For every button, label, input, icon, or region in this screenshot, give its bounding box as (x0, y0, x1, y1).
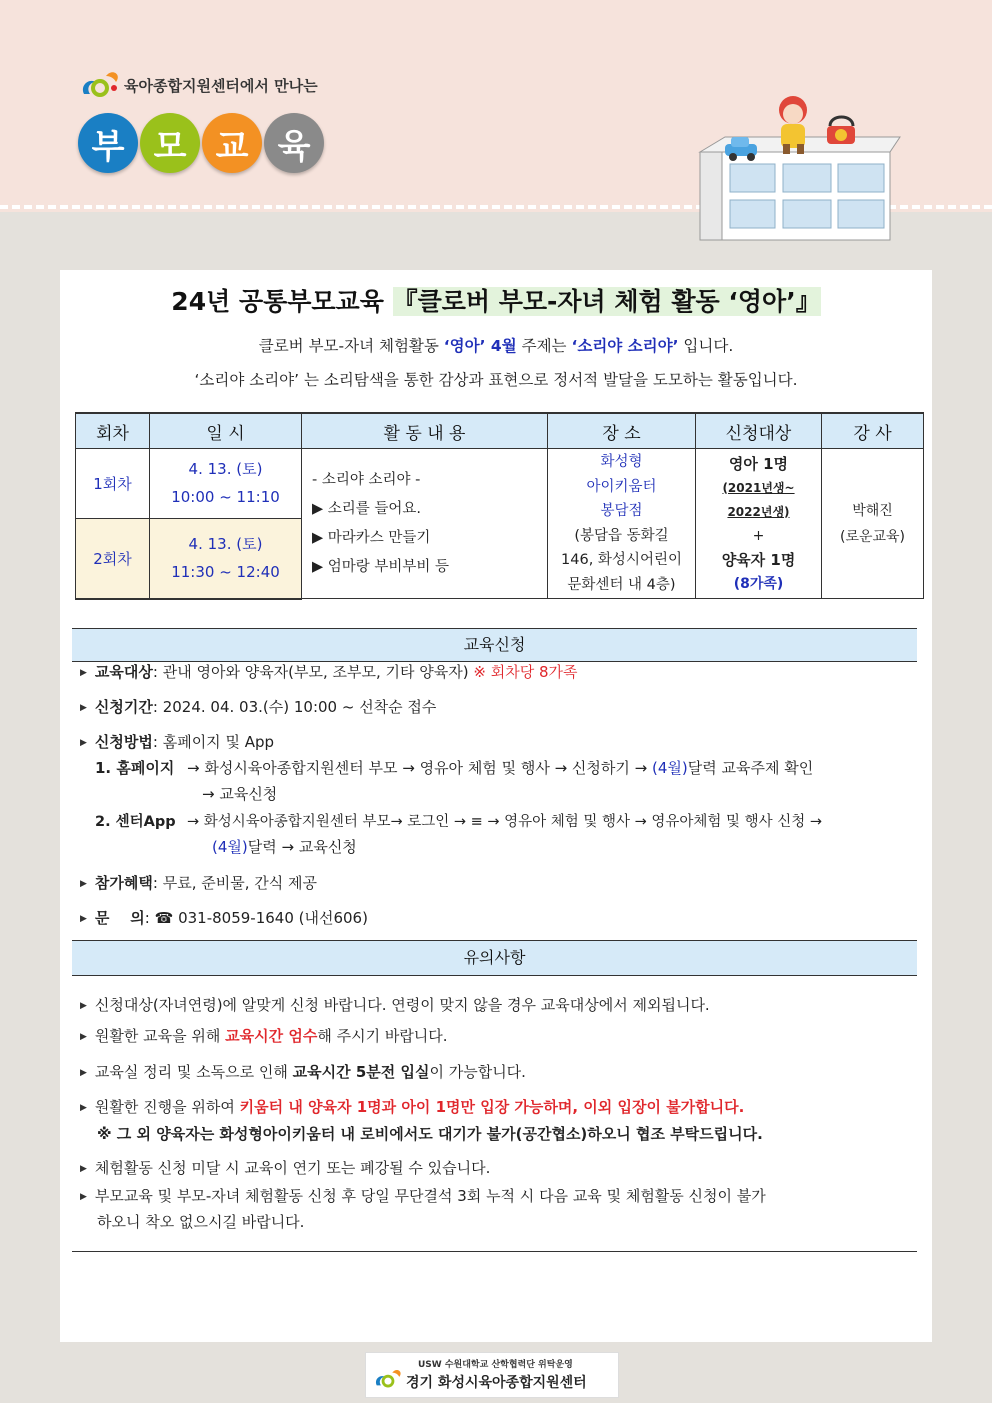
note-2-a: 원활한 교육을 위해 (94, 1027, 226, 1045)
document-title (60, 282, 932, 318)
note-4 (80, 1094, 915, 1123)
center-logo-icon (78, 68, 122, 102)
note-2-b: 교육시간 엄수 (225, 1027, 318, 1045)
footer-logo-icon (372, 1367, 404, 1391)
brand (78, 68, 318, 102)
target-line-2: (2021년생~ (722, 480, 795, 495)
place-cell (548, 449, 696, 599)
apply-benefit (80, 870, 915, 899)
row1-time: 10:00 ~ 11:10 (171, 488, 280, 507)
note-4-b: 키움터 내 양육자 1명과 아이 1명만 입장 가능하며, 이외 입장이 불가합니다. (239, 1098, 745, 1116)
title-highlight: 『클로버 부모-자녀 체험 활동 ‘영아’』 (392, 287, 821, 316)
note-1-text: 신청대상(자녀연령)에 알맞게 신청 바랍니다. 연령이 맞지 않을 경우 교육대상에서 제외됩니다. (94, 996, 710, 1014)
place-name-2: 아이키움터 (586, 478, 657, 495)
intro-line-1-e: 입니다. (678, 337, 734, 355)
notes-section-heading: 유의사항 (72, 940, 917, 976)
title-circle-bu: 부 (78, 113, 138, 173)
apply-app-cont (212, 834, 912, 860)
footer-line-2: 경기 화성시육아종합지원센터 (406, 1375, 587, 1391)
bullet-icon: ▶ (80, 1068, 87, 1078)
apply-homepage-text-b: 달력 교육주제 확인 (687, 759, 814, 777)
instructor-org: (로운교육) (839, 528, 906, 545)
apply-contact-text: : ☎ 031-8059-1640 (내선606) (144, 909, 368, 927)
apply-app-month: (4월) (212, 838, 248, 856)
apply-benefit-label: 참가혜택 (94, 874, 153, 892)
place-addr-1: (봉담읍 동화길 (574, 527, 669, 544)
target-cell (696, 449, 822, 599)
apply-benefit-text: : 무료, 준비물, 간식 제공 (152, 874, 317, 892)
bullet-icon: ▶ (80, 1192, 87, 1202)
row2-date: 4. 13. (토) (188, 535, 263, 554)
intro-line-1 (60, 334, 932, 356)
apply-contact (80, 905, 915, 934)
target-line-3: 2022년생) (727, 504, 790, 519)
title-circles (78, 113, 326, 173)
title-circle-yuk: 육 (264, 113, 324, 173)
place-name-3: 봉담점 (600, 503, 643, 519)
note-2 (80, 1023, 915, 1052)
place-addr-3: 문화센터 내 4층) (567, 576, 676, 593)
apply-period-label: 신청기간 (94, 698, 153, 716)
note-6 (80, 1183, 915, 1212)
col-header-activity: 활 동 내 용 (302, 413, 548, 449)
intro-line-1-d: ‘소리야 소리야’ (571, 337, 679, 355)
intro-line-1-b: ‘영아’ 4월 (443, 337, 517, 355)
note-3 (80, 1059, 915, 1088)
bullet-icon: ▶ (80, 879, 87, 889)
note-2-c: 해 주시기 바랍니다. (317, 1027, 448, 1045)
toy-shelf-illustration (695, 92, 915, 242)
row2-round: 2회차 (76, 518, 150, 598)
bullet-icon: ▶ (80, 703, 87, 713)
note-6-a: 부모교육 및 부모-자녀 체험활동 신청 후 당일 무단결석 3회 누적 시 다음 교육 및 체험활동 신청이 불가 (94, 1187, 766, 1205)
col-header-instructor: 강 사 (822, 413, 924, 449)
apply-homepage (95, 755, 915, 781)
note-4-a: 원활한 진행을 위하여 (94, 1098, 240, 1116)
col-header-place: 장 소 (548, 413, 696, 449)
activity-title: - 소리야 소리야 - (312, 471, 421, 488)
apply-method-label: 신청방법 (94, 733, 153, 751)
apply-method-text: : 홈페이지 및 App (152, 733, 275, 751)
footer-badge (365, 1352, 619, 1398)
apply-contact-label: 문 의 (94, 909, 145, 927)
apply-app (95, 809, 917, 835)
note-3-b: 교육시간 5분전 입실 (292, 1063, 430, 1081)
intro-line-1-c: 주제는 (516, 337, 572, 355)
row2-datetime (150, 518, 302, 598)
note-5-text: 체험활동 신청 미달 시 교육이 연기 또는 폐강될 수 있습니다. (94, 1159, 491, 1177)
bullet-icon: ▶ (80, 1032, 87, 1042)
activity-item-2: ▶ 마라카스 만들기 (312, 529, 431, 546)
apply-homepage-cont: → 교육신청 (202, 785, 278, 803)
target-line-1: 영아 1명 (728, 454, 789, 473)
col-header-datetime: 일 시 (150, 413, 302, 449)
target-line-4: 양육자 1명 (721, 550, 796, 569)
activity-cell (302, 449, 548, 599)
apply-app-label: 2. 센터App (95, 814, 176, 830)
place-addr-2: 146, 화성시어린이 (561, 552, 682, 568)
bullet-icon: ▶ (80, 738, 87, 748)
row2-time: 11:30 ~ 12:40 (171, 563, 280, 582)
header-tagline: 육아종합지원센터에서 만나는 (124, 76, 318, 95)
document-paper (60, 270, 932, 1342)
table-row (76, 449, 924, 519)
apply-method (80, 729, 915, 758)
notes-bottom-rule (72, 1251, 917, 1252)
apply-period-text: : 2024. 04. 03.(수) 10:00 ~ 선착순 접수 (152, 698, 437, 716)
col-header-target: 신청대상 (696, 413, 822, 449)
apply-app-text-b: 달력 → 교육신청 (247, 838, 357, 856)
note-4-sub: ※ 그 외 양육자는 화성형아이키움터 내 로비에서도 대기가 불가(공간협소)하오니 협조 부탁드립니다. (97, 1125, 763, 1143)
bullet-icon: ▶ (80, 1103, 87, 1113)
activity-item-1: ▶ 소리를 들어요. (312, 500, 422, 517)
row1-round: 1회차 (76, 449, 150, 519)
instructor-cell (822, 449, 924, 599)
note-1 (80, 992, 915, 1021)
page-header (0, 0, 992, 212)
schedule-table (75, 412, 924, 600)
note-5 (80, 1155, 915, 1184)
col-header-round: 회차 (76, 413, 150, 449)
bullet-icon: ▶ (80, 914, 87, 924)
apply-homepage-text-a: → 화성시육아종합지원센터 부모 → 영유아 체험 및 행사 → 신청하기 → (187, 759, 652, 777)
apply-section-heading: 교육신청 (72, 628, 917, 662)
bullet-icon: ▶ (80, 1164, 87, 1174)
schedule-header-row (76, 413, 924, 449)
row1-datetime (150, 449, 302, 519)
apply-target-note: ※ 회차당 8가족 (473, 663, 578, 681)
title-circle-gyo: 교 (202, 113, 262, 173)
note-6-cont: 하오니 착오 없으시길 바랍니다. (97, 1213, 305, 1231)
apply-homepage-label: 1. 홈페이지 (95, 759, 175, 777)
target-line-5: (8가족) (733, 575, 784, 592)
apply-target (80, 659, 915, 688)
footer-line-1: USW 수원대학교 산학협력단 위탁운영 (418, 1360, 573, 1370)
title-prefix: 24년 공통부모교육 (171, 287, 384, 316)
row1-date: 4. 13. (토) (188, 460, 263, 479)
intro-line-2: ‘소리야 소리야’ 는 소리탐색을 통한 감상과 표현으로 정서적 발달을 도모하는 활동입니다. (194, 371, 798, 389)
apply-target-label: 교육대상 (94, 663, 153, 681)
bullet-icon: ▶ (80, 1001, 87, 1011)
apply-app-text-a: → 화성시육아종합지원센터 부모→ 로그인 → ≡ → 영유아 체험 및 행사 → 영유아체험 및 행사 신청 → (187, 814, 823, 830)
note-3-c: 이 가능합니다. (429, 1063, 526, 1081)
instructor-name: 박해진 (852, 502, 893, 519)
intro-line-1-a: 클로버 부모-자녀 체험활동 (258, 337, 444, 355)
apply-homepage-month: (4월) (651, 759, 688, 777)
apply-period (80, 694, 915, 723)
note-3-a: 교육실 정리 및 소독으로 인해 (94, 1063, 293, 1081)
place-name-1: 화성형 (600, 454, 643, 470)
apply-target-text: : 관내 영아와 양육자(부모, 조부모, 기타 양육자) (152, 663, 474, 681)
activity-item-3: ▶ 엄마랑 부비부비 등 (312, 558, 450, 575)
title-circle-mo: 모 (140, 113, 200, 173)
bullet-icon: ▶ (80, 668, 87, 678)
target-plus: + (752, 527, 765, 544)
